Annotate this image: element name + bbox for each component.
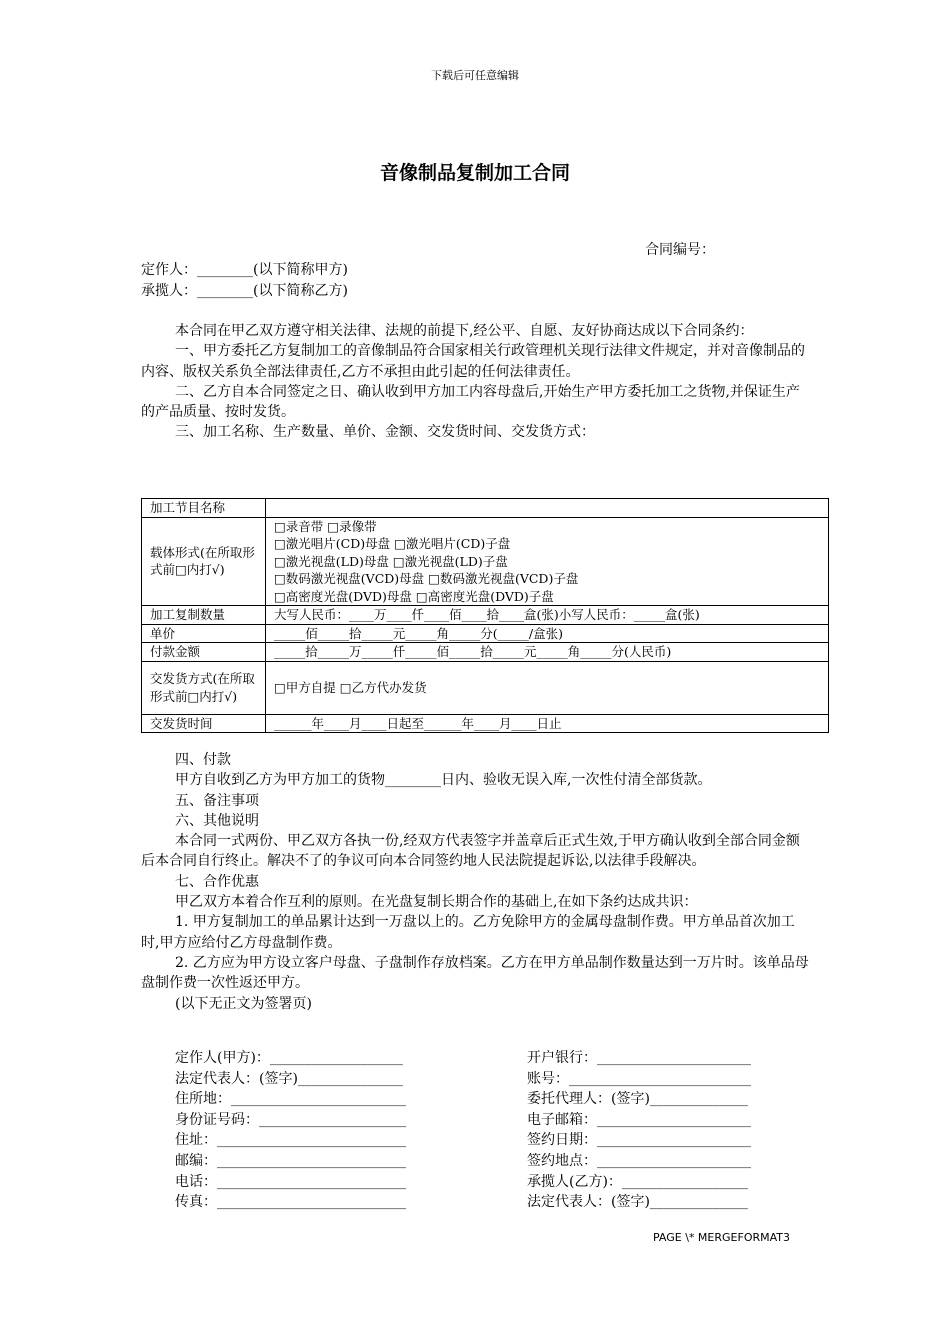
page-header: 下载后可任意编辑 [431,69,519,82]
media-form-label: 载体形式(在所取形式前□内打√) [142,517,266,606]
quantity-label: 加工复制数量 [142,606,266,625]
table-row [142,714,829,733]
signature-line: 邮编：___________________________ [175,1152,406,1169]
table-row [142,624,829,643]
preamble-section [141,321,811,443]
terms-section [141,750,811,1014]
section-6-text: 本合同一式两份、甲乙双方各执一份,经双方代表签字并盖章后正式生效,于甲方确认收到全部合同金额后本合同自行终止。解决不了的争议可向本合同签约地人民法院提起诉讼,以法律手段解决。 [141,833,800,870]
payment-amount-value: _____拾_____万_____仟_____佰_____拾_____元_____角_____分(人民币) [266,643,829,662]
table-row [142,606,829,625]
signature-block-left [175,1048,406,1213]
section-7-title: 七、合作优惠 [175,873,259,890]
delivery-method-label: 交发货方式(在所取形式前□内打√) [142,661,266,714]
signature-line: 承揽人(乙方)：__________________ [527,1173,748,1190]
media-option-line: □高密度光盘(DVD)母盘 □高密度光盘(DVD)子盘 [274,588,554,604]
media-option-line: □激光视盘(LD)母盘 □激光视盘(LD)子盘 [274,553,508,569]
table-row [142,661,829,714]
processing-table [141,498,829,733]
section-7-note: (以下无正文为签署页) [175,995,312,1012]
delivery-time-label: 交发货时间 [142,714,266,733]
signature-line: 身份证号码：_____________________ [175,1111,406,1128]
section-7-item-1: 1. 甲方复制加工的单品累计达到一万盘以上的。乙方免除甲方的金属母盘制作费。甲方单品首次加工时,甲方应给付乙方母盘制作费。 [141,914,795,951]
signature-block-right [527,1048,751,1213]
section-7-text: 甲乙双方本着合作互利的原则。在光盘复制长期合作的基础上,在如下条约达成共识： [175,894,698,911]
section-6-title: 六、其他说明 [175,812,259,829]
signature-line: 委托代理人：(签字)______________ [527,1091,748,1108]
delivery-time-value: ______年____月____日起至______年____月____日止 [266,714,829,733]
unit-price-value: _____佰_____拾_____元_____角_____分(_____/盒张) [266,624,829,643]
clause-3: 三、加工名称、生产数量、单价、金额、交发货时间、交发货方式： [175,424,595,441]
party-a-line: 定作人：________(以下简称甲方) [141,262,348,278]
section-4-text: 甲方自收到乙方为甲方加工的货物________日内、验收无误入库,一次性付清全部货款。 [175,772,712,789]
signature-line: 传真：___________________________ [175,1194,406,1211]
signature-line: 开户银行：______________________ [527,1050,751,1066]
table-row [142,643,829,662]
program-name-value [266,499,829,518]
intro-paragraph: 本合同在甲乙双方遵守相关法律、法规的前提下,经公平、自愿、友好协商达成以下合同条约： [175,323,754,339]
signature-line: 账号：__________________________ [527,1070,751,1087]
signature-line: 签约地点：______________________ [527,1152,751,1169]
signature-line: 法定代表人：(签字)_______________ [175,1070,403,1087]
clause-2: 二、乙方自本合同签定之日、确认收到甲方加工内容母盘后,开始生产甲方委托加工之货物,并保证生产的产品质量、按时发货。 [141,383,800,421]
page-footer: PAGE \* MERGEFORMAT3 [653,1231,791,1244]
signature-line: 签约日期：______________________ [527,1132,751,1149]
party-b-line: 承揽人：________(以下简称乙方) [141,283,348,299]
section-5-title: 五、备注事项 [175,792,259,809]
media-form-options [266,517,829,606]
table-row [142,517,829,606]
unit-price-label: 单价 [142,624,266,643]
section-7-item-2: 2. 乙方应为甲方设立客户母盘、子盘制作存放档案。乙方在甲方单品制作数量达到一万片时。该单品母盘制作费一次性返还甲方。 [141,954,809,992]
signature-line: 定作人(甲方)：___________________ [175,1050,403,1066]
clause-1: 一、甲方委托乙方复制加工的音像制品符合国家相关行政管理机关现行法律文件规定，并对音像制品的内容、版权关系负全部法律责任,乙方不承担由此引起的任何法律责任。 [141,343,805,380]
signature-line: 法定代表人：(签字)______________ [527,1194,748,1211]
media-option-line: □数码激光视盘(VCD)母盘 □数码激光视盘(VCD)子盘 [274,571,579,586]
signature-line: 电子邮箱：______________________ [527,1111,751,1128]
signature-line: 住址：___________________________ [175,1132,406,1149]
delivery-method-value: □甲方自提 □乙方代办发货 [266,661,829,714]
quantity-value: 大写人民币：____万____仟____佰____拾____盒(张)小写人民币：_____盒(张) [266,606,829,625]
signature-line: 电话：___________________________ [175,1173,406,1190]
signature-line: 住所地：_________________________ [175,1091,406,1108]
media-option-line: □激光唱片(CD)母盘 □激光唱片(CD)子盘 [274,536,511,551]
contract-number: 合同编号： [645,242,715,258]
program-name-label: 加工节目名称 [142,499,266,518]
document-title: 音像制品复制加工合同 [379,162,570,184]
table-row [142,499,829,518]
section-4-title: 四、付款 [175,752,231,768]
media-option-line: □录音带 □录像带 [274,518,377,534]
payment-amount-label: 付款金额 [142,643,266,662]
